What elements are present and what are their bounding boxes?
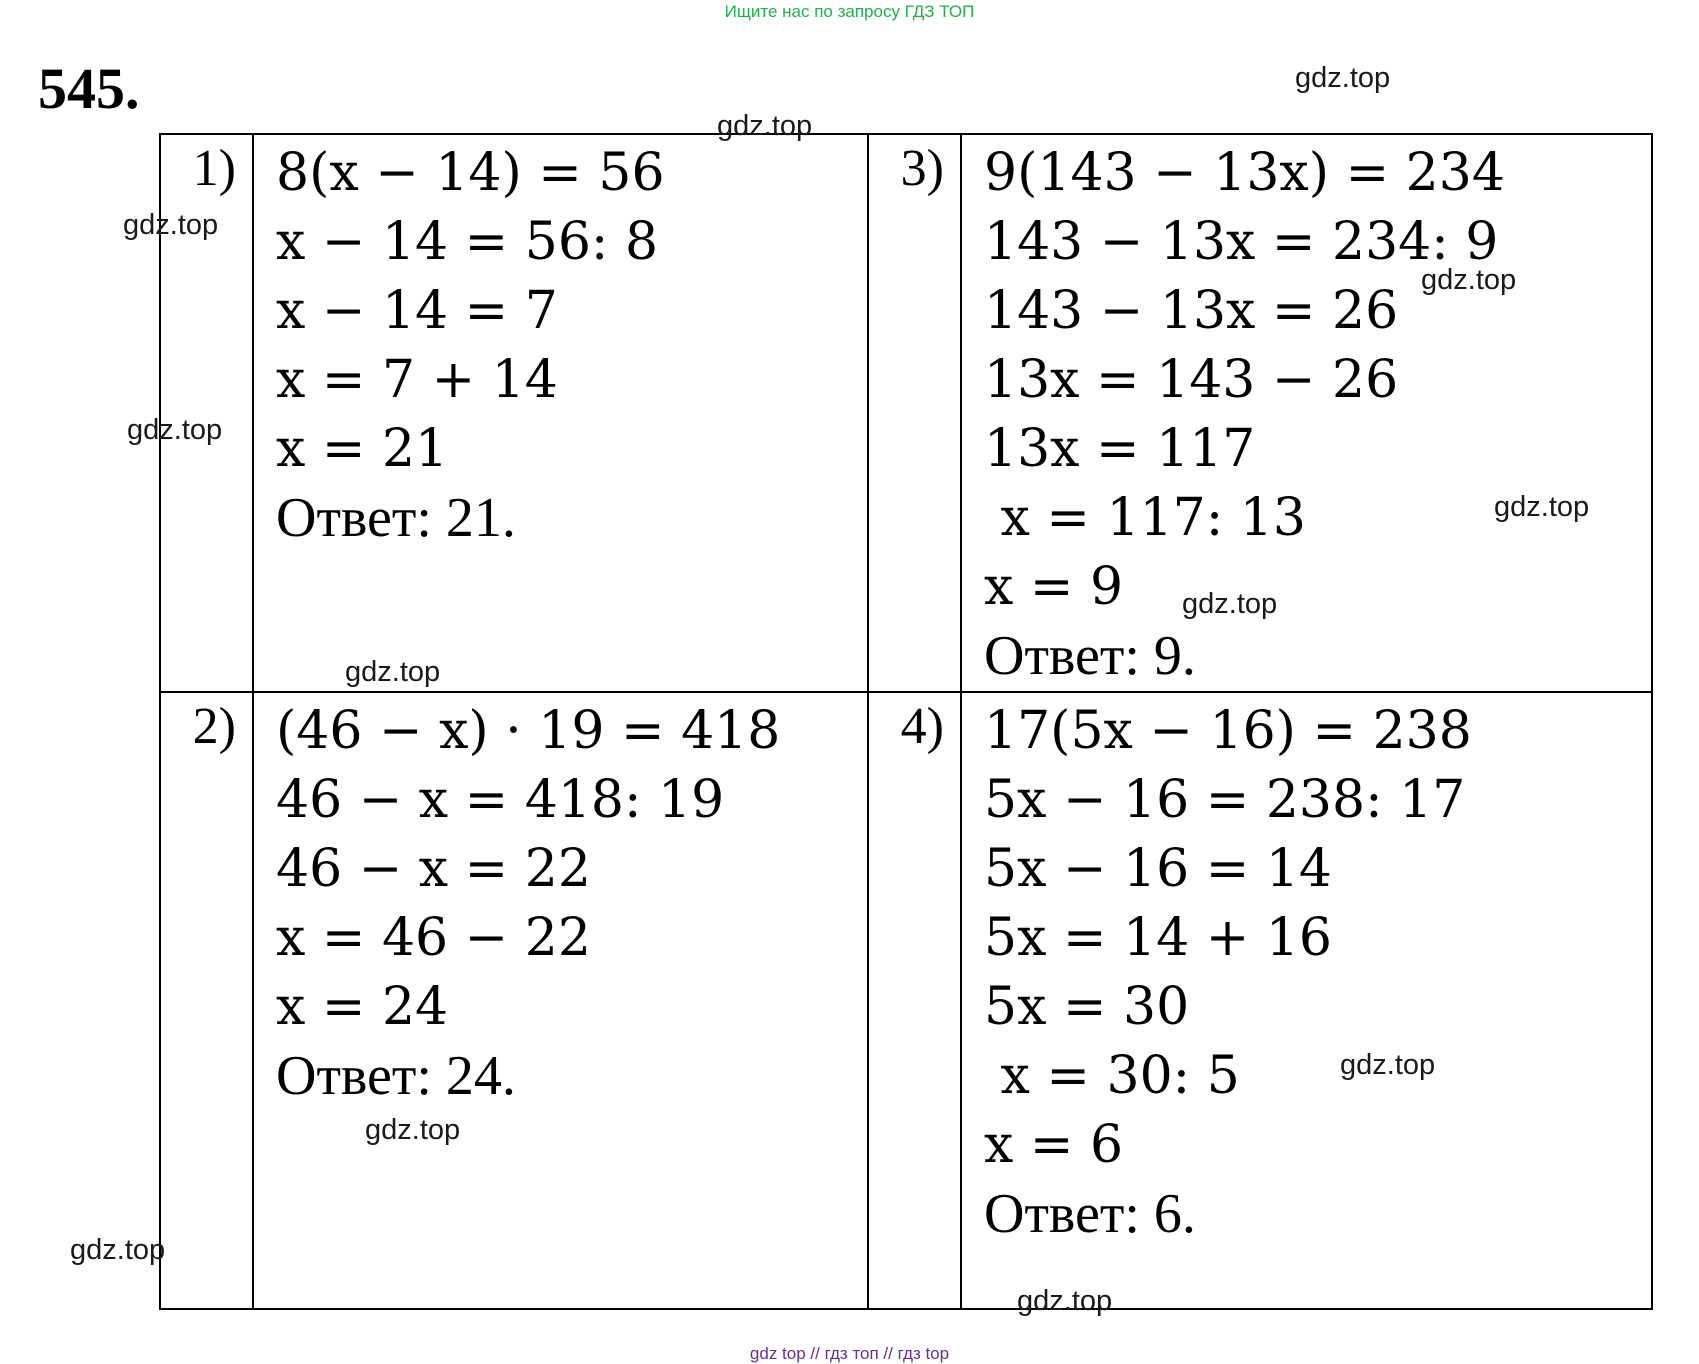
equation-line: x = 7 + 14 [276, 350, 558, 410]
equation-line: 5x = 30 [984, 977, 1190, 1037]
equation-line: 46 − x = 418: 19 [276, 770, 725, 830]
watermark: gdz.top [70, 1234, 166, 1266]
cell-label-3: 3) [868, 134, 961, 692]
watermark: gdz.top [365, 1114, 461, 1146]
equation-line: 13x = 143 − 26 [984, 350, 1399, 410]
equation-line: x − 14 = 56: 8 [276, 212, 659, 272]
equation-line: x = 46 − 22 [276, 908, 591, 968]
equation-line: x − 14 = 7 [276, 281, 558, 341]
answer-line: Ответ: 6. [984, 1183, 1196, 1245]
equation-line: x = 30: 5 [984, 1046, 1240, 1106]
equation-line: (46 − x) · 19 = 418 [276, 701, 781, 761]
watermark: gdz.top [1182, 588, 1278, 620]
watermark: gdz.top [345, 656, 441, 688]
equation-line: 8(x − 14) = 56 [276, 143, 665, 203]
solution-cell-2 [253, 692, 868, 1309]
watermark: gdz.top [1494, 491, 1590, 523]
equation-line: x = 9 [984, 557, 1124, 617]
equation-line: 17(5x − 16) = 238 [984, 701, 1472, 761]
solution-cell-1 [253, 134, 868, 692]
equation-line: x = 21 [276, 419, 449, 479]
equation-line: 9(143 − 13x) = 234 [984, 143, 1505, 203]
equation-line: 5x − 16 = 238: 17 [984, 770, 1466, 830]
footer-links[interactable]: gdz top // гдз топ // гдз top [749, 1344, 950, 1363]
watermark: gdz.top [123, 209, 219, 241]
cell-label-4: 4) [868, 692, 961, 1309]
top-banner: Ищите нас по запросу ГДЗ ТОП [724, 2, 975, 21]
answer-line: Ответ: 24. [276, 1045, 516, 1107]
problem-number: 545. [38, 56, 140, 121]
equation-line: x = 117: 13 [984, 488, 1306, 548]
cell-label-2: 2) [160, 692, 253, 1309]
cell-label-1: 1) [160, 134, 253, 692]
equation-line: 5x = 14 + 16 [984, 908, 1333, 968]
watermark: gdz.top [1295, 62, 1391, 94]
equation-line: x = 6 [984, 1115, 1124, 1175]
answer-line: Ответ: 9. [984, 625, 1196, 687]
watermark: gdz.top [127, 414, 223, 446]
equation-line: 13x = 117 [984, 419, 1256, 479]
equation-line: 46 − x = 22 [276, 839, 591, 899]
equation-line: 143 − 13x = 234: 9 [984, 212, 1499, 272]
solution-cell-4 [961, 692, 1652, 1309]
equation-line: x = 24 [276, 977, 449, 1037]
watermark: gdz.top [717, 110, 813, 142]
solution-cell-3 [961, 134, 1652, 692]
equation-line: 5x − 16 = 14 [984, 839, 1333, 899]
watermark: gdz.top [1421, 264, 1517, 296]
watermark: gdz.top [1017, 1285, 1113, 1317]
answer-line: Ответ: 21. [276, 487, 516, 549]
watermark: gdz.top [1340, 1049, 1436, 1081]
equation-line: 143 − 13x = 26 [984, 281, 1399, 341]
